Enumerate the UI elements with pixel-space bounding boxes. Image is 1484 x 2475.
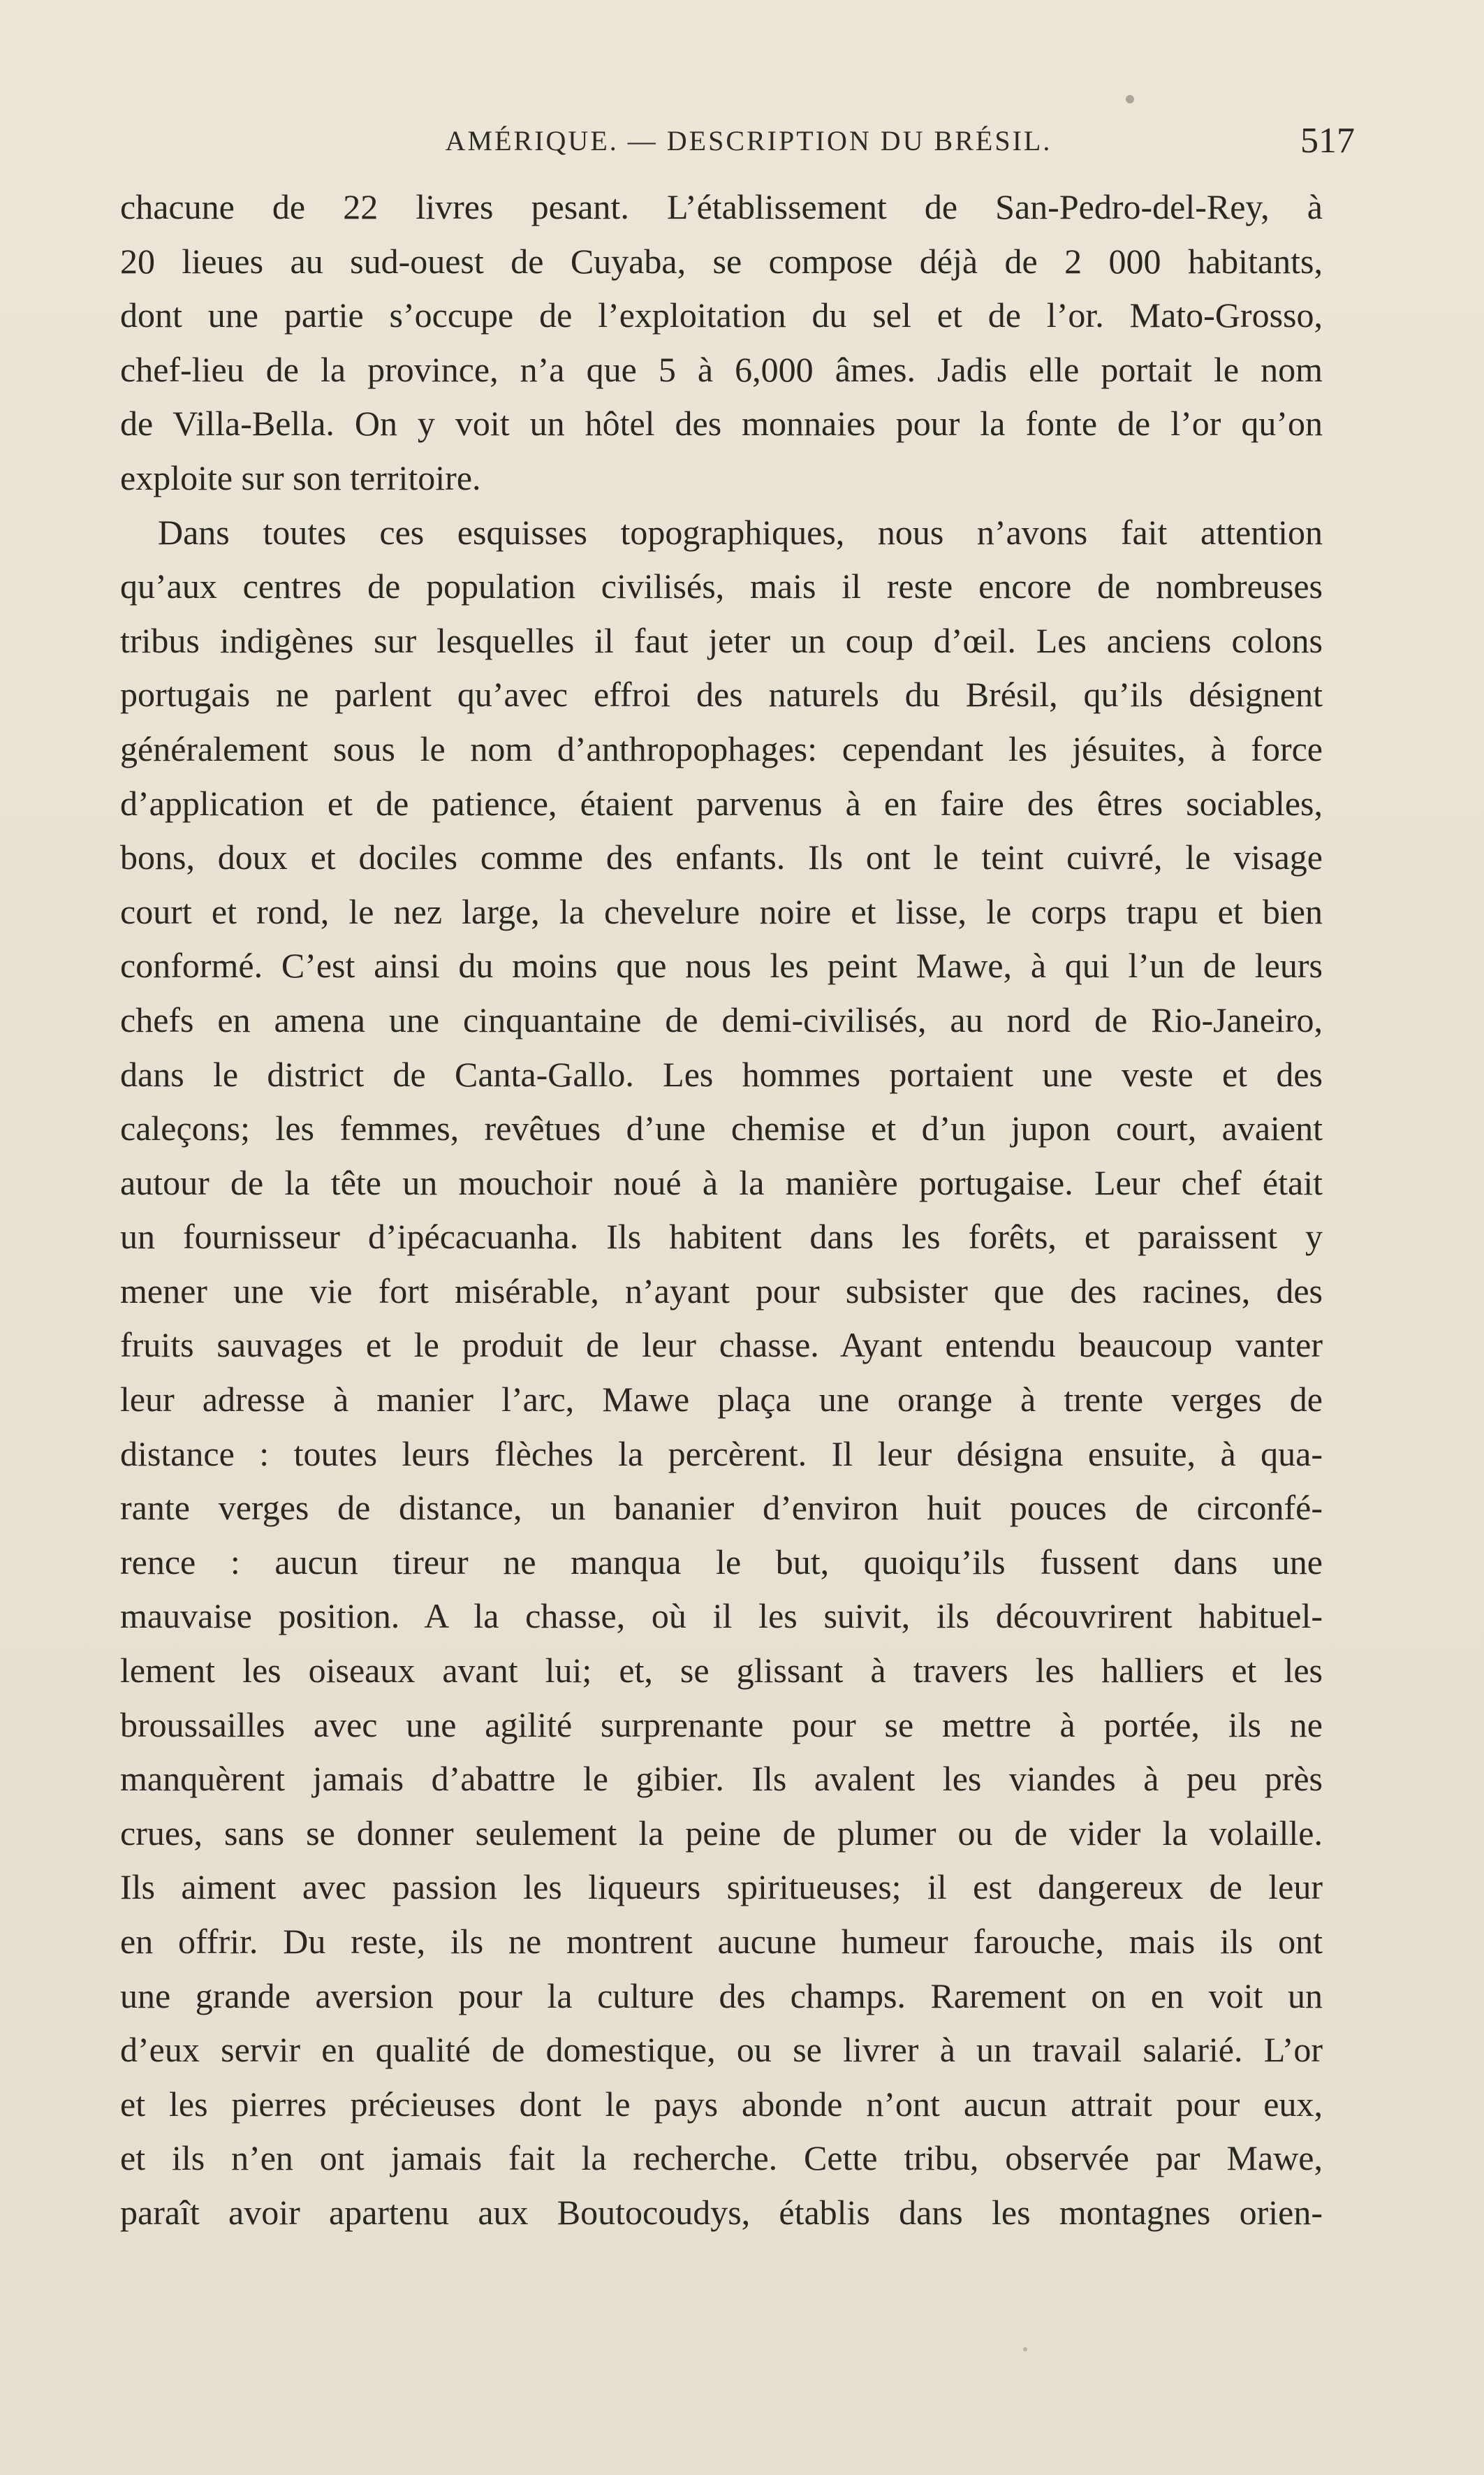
text-line: de Villa-Bella. On y voit un hôtel des monnaies pour la fonte de l’or qu’on [120, 404, 1323, 444]
text-line: généralement sous le nom d’anthropophages: cependant les jésuites, à force [120, 729, 1323, 768]
text-line: bons, doux et dociles comme des enfants. Ils ont le teint cuivré, le visage [120, 838, 1323, 877]
text-line: portugais ne parlent qu’avec effroi des naturels du Brésil, qu’ils désignent [120, 675, 1323, 715]
text-line: chefs en amena une cinquantaine de demi-civilisés, au nord de Rio-Janeiro, [120, 1000, 1323, 1039]
text-line: Dans toutes ces esquisses topographiques, nous n’avons fait attention [158, 512, 1323, 552]
text-line: d’application et de patience, étaient parvenus à en faire des êtres sociables, [120, 783, 1323, 823]
paper-spot [1023, 2347, 1027, 2351]
text-line: et les pierres précieuses dont le pays abonde n’ont aucun attrait pour eux, [120, 2084, 1323, 2124]
text-line: crues, sans se donner seulement la peine de plumer ou de vider la volaille. [120, 1813, 1323, 1853]
text-line: mauvaise position. A la chasse, où il les suivit, ils découvrirent habituel- [120, 1596, 1323, 1636]
text-line: caleçons; les femmes, revêtues d’une chemise et d’un jupon court, avaient [120, 1109, 1323, 1148]
text-line: mener une vie fort misérable, n’ayant pour subsister que des racines, des [120, 1271, 1323, 1310]
text-line: d’eux servir en qualité de domestique, ou se livrer à un travail salarié. L’or [120, 2030, 1323, 2070]
text-line: conformé. C’est ainsi du moins que nous les peint Mawe, à qui l’un de leurs [120, 946, 1323, 986]
text-line: en offrir. Du reste, ils ne montrent aucune humeur farouche, mais ils ont [120, 1922, 1323, 1961]
text-line: court et rond, le nez large, la chevelure noire et lisse, le corps trapu et bien [120, 891, 1323, 931]
text-line: et ils n’en ont jamais fait la recherche. Cette tribu, observée par Mawe, [120, 2138, 1323, 2178]
text-line: leur adresse à manier l’arc, Mawe plaça une orange à trente verges de [120, 1380, 1323, 1419]
text-line: exploite sur son territoire. [120, 458, 481, 497]
paper-spot [1126, 95, 1134, 103]
text-line: manquèrent jamais d’abattre le gibier. Ils avalent les viandes à peu près [120, 1759, 1323, 1799]
text-line: fruits sauvages et le produit de leur chasse. Ayant entendu beaucoup vanter [120, 1325, 1323, 1365]
text-line: qu’aux centres de population civilisés, mais il reste encore de nombreuses [120, 567, 1323, 606]
text-line: Ils aiment avec passion les liqueurs spiritueuses; il est dangereux de leur [120, 1867, 1323, 1907]
body-text [120, 180, 1323, 2240]
running-header-title: AMÉRIQUE. — DESCRIPTION DU BRÉSIL. [445, 125, 1052, 156]
running-header [0, 121, 1484, 173]
page-number: 517 [1300, 121, 1355, 161]
text-line: chef-lieu de la province, n’a que 5 à 6,000 âmes. Jadis elle portait le nom [120, 349, 1323, 389]
text-line: autour de la tête un mouchoir noué à la manière portugaise. Leur chef était [120, 1162, 1323, 1202]
text-line: distance : toutes leurs flèches la percèrent. Il leur désigna ensuite, à qua- [120, 1433, 1323, 1473]
text-line: une grande aversion pour la culture des champs. Rarement on en voit un [120, 1976, 1323, 2015]
text-line: un fournisseur d’ipécacuanha. Ils habitent dans les forêts, et paraissent y [120, 1217, 1323, 1257]
text-line: broussailles avec une agilité surprenante pour se mettre à portée, ils ne [120, 1704, 1323, 1744]
text-line: dans le district de Canta-Gallo. Les hommes portaient une veste et des [120, 1054, 1323, 1094]
text-line: tribus indigènes sur lesquelles il faut jeter un coup d’œil. Les anciens colons [120, 620, 1323, 660]
text-line: rence : aucun tireur ne manqua le but, quoiqu’ils fussent dans une [120, 1542, 1323, 1582]
text-line: paraît avoir apartenu aux Boutocoudys, établis dans les montagnes orien- [120, 2192, 1323, 2232]
text-line: lement les oiseaux avant lui; et, se glissant à travers les halliers et les [120, 1651, 1323, 1691]
text-line: 20 lieues au sud-ouest de Cuyaba, se compose déjà de 2 000 habitants, [120, 241, 1323, 281]
text-line: rante verges de distance, un bananier d’environ huit pouces de circonfé- [120, 1488, 1323, 1528]
text-line: chacune de 22 livres pesant. L’établissement de San-Pedro-del-Rey, à [120, 187, 1323, 226]
text-line: dont une partie s’occupe de l’exploitation du sel et de l’or. Mato-Grosso, [120, 295, 1323, 335]
